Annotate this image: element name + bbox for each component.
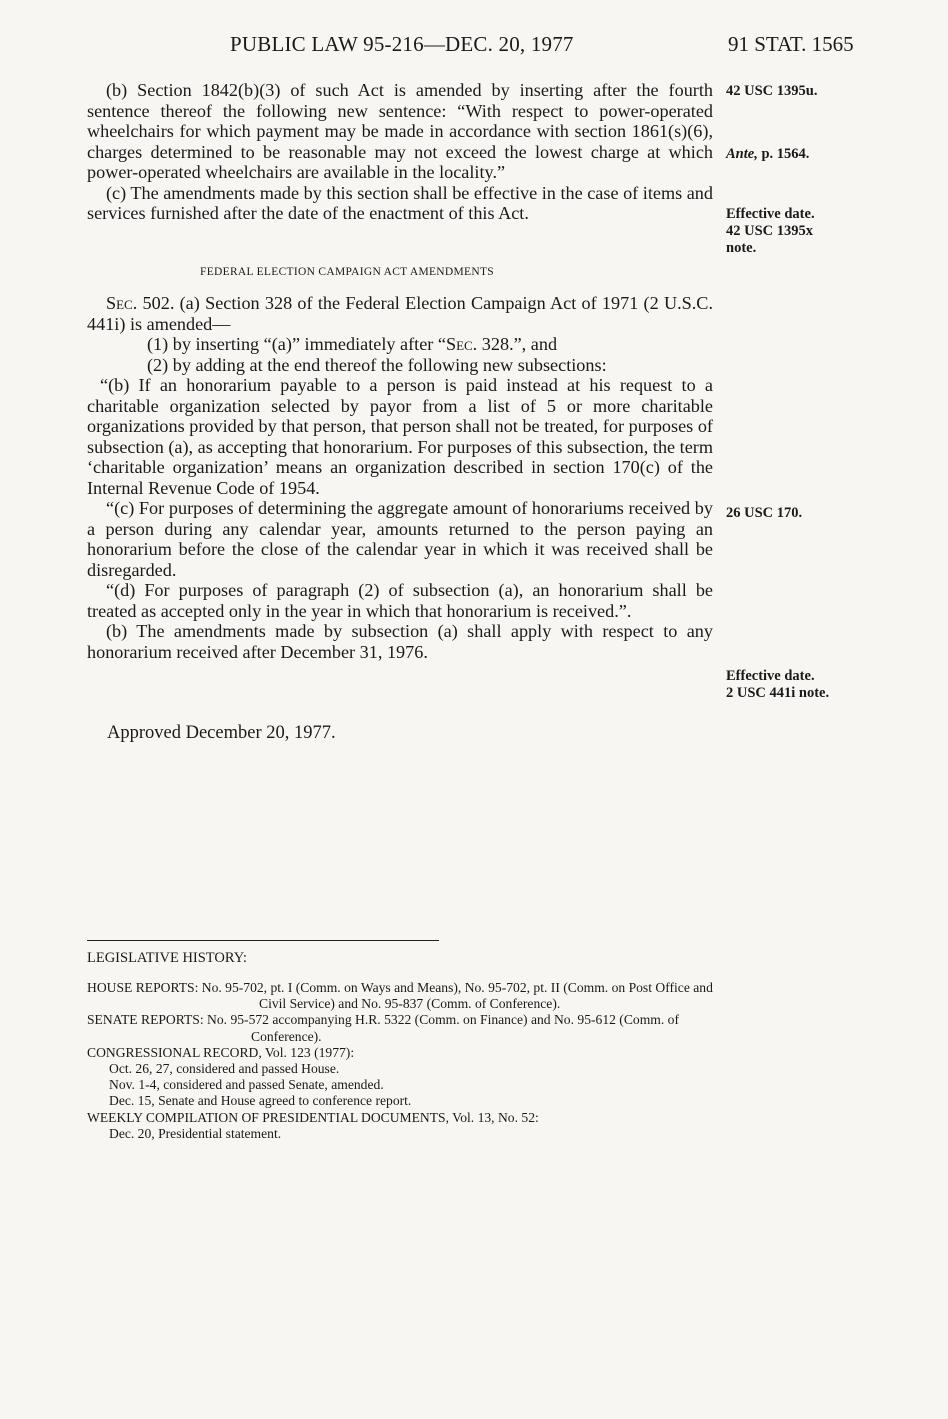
section-1842-block [87, 80, 713, 224]
paragraph-subsection-b: “(b) If an honorarium payable to a person is paid instead at his request to a charitable organization selected by payor from a list of 5 or more charitable organizations provided by that person, that person shall not be treated, for purposes of subsection (a), as accepting that honorarium. For purposes of this subsection, the term ‘charitable organization’ means an organization described in section 170(c) of the Internal Revenue Code of 1954. [87, 375, 713, 498]
margin-note-26-usc-170: 26 USC 170. [726, 505, 803, 521]
margin-note-line: 2 USC 441i note. [726, 685, 830, 701]
margin-note-42-usc-1395u: 42 USC 1395u. [726, 83, 818, 99]
paragraph-effective-provision: (c) The amendments made by this section shall be effective in the case of items and services furnished after the date of the enactment of this Act. [87, 182, 713, 223]
margin-note-ante [726, 146, 809, 163]
margin-note-line: note. [726, 240, 757, 256]
section-heading: FEDERAL ELECTION CAMPAIGN ACT AMENDMENTS [200, 266, 494, 278]
congressional-record-item: Dec. 15, Senate and House agreed to conference report. [109, 1093, 412, 1109]
margin-note-effective-date-1 [726, 206, 815, 257]
paragraph-item-2: (2) by adding at the end thereof the following new subsections: [147, 354, 607, 375]
legislative-history-rule [87, 940, 439, 941]
running-header-title: PUBLIC LAW 95-216—DEC. 20, 1977 [230, 32, 574, 56]
margin-note-line: Effective date. [726, 668, 815, 684]
paragraph-section-1842b: (b) Section 1842(b)(3) of such Act is amended by inserting after the fourth sentence thereof the following new sentence: “With respect to power-operated wheelchairs for which payment may be made in accordance with section 1861(s)(6), charges determined to be reasonable may not exceed the lowest charge at which power-operated wheelchairs are available in the locality.” [87, 80, 713, 182]
weekly-compilation-heading: WEEKLY COMPILATION OF PRESIDENTIAL DOCUMENTS, Vol. 13, No. 52: [87, 1109, 539, 1125]
sec-502-intro-text: 502. (a) Section 328 of the Federal Election Campaign Act of 1971 (2 U.S.C. 441i) is amended— [87, 293, 713, 334]
congressional-record-item: Oct. 26, 27, considered and passed House. [109, 1061, 340, 1077]
margin-note-line: Effective date. [726, 206, 815, 222]
sec-label: Sec. [106, 293, 138, 313]
paragraph-subsection-d: “(d) For purposes of paragraph (2) of subsection (a), an honorarium shall be treated as accepted only in the year in which that honorarium is received.”. [87, 580, 713, 621]
senate-reports-entry: SENATE REPORTS: No. 95-572 accompanying H.R. 5322 (Comm. on Finance) and No. 95-612 (Comm. of Conference). [87, 1012, 679, 1044]
margin-note-effective-date-2 [726, 668, 829, 702]
legislative-history-title: LEGISLATIVE HISTORY: [87, 950, 247, 966]
item-1-sec-label: Sec. [445, 334, 478, 354]
paragraph-subsection-c: “(c) For purposes of determining the aggregate amount of honorariums received by a person during any calendar year, amounts returned to the person paying an honorarium before the close of the calendar year in which it was received shall be disregarded. [87, 498, 713, 580]
item-1-text-start: (1) by inserting “(a)” immediately after “ [147, 334, 446, 354]
margin-note-line: 42 USC 1395x [726, 223, 814, 239]
house-reports-entry: HOUSE REPORTS: No. 95-702, pt. I (Comm. on Ways and Means), No. 95-702, pt. II (Comm. on Post Office and Civil Service) and No. 95-837 (Comm. of Conference). [87, 980, 713, 1012]
congressional-record-heading: CONGRESSIONAL RECORD, Vol. 123 (1977): [87, 1044, 355, 1060]
paragraph-applicability: (b) The amendments made by subsection (a) shall apply with respect to any honorarium received after December 31, 1976. [87, 621, 713, 662]
item-1-text-end: 328.”, and [477, 334, 558, 354]
margin-note-ante-italic: Ante, [726, 146, 758, 162]
running-header-page-number: 91 STAT. 1565 [728, 32, 854, 56]
section-502-block [87, 293, 713, 662]
approval-line: Approved December 20, 1977. [107, 723, 336, 743]
weekly-compilation-item: Dec. 20, Presidential statement. [109, 1125, 282, 1141]
paragraph-sec-502-intro [87, 293, 713, 334]
legislative-history-block [87, 980, 727, 1142]
margin-note-ante-page: p. 1564. [757, 146, 810, 162]
congressional-record-item: Nov. 1-4, considered and passed Senate, amended. [109, 1077, 384, 1093]
paragraph-item-1 [87, 334, 713, 355]
